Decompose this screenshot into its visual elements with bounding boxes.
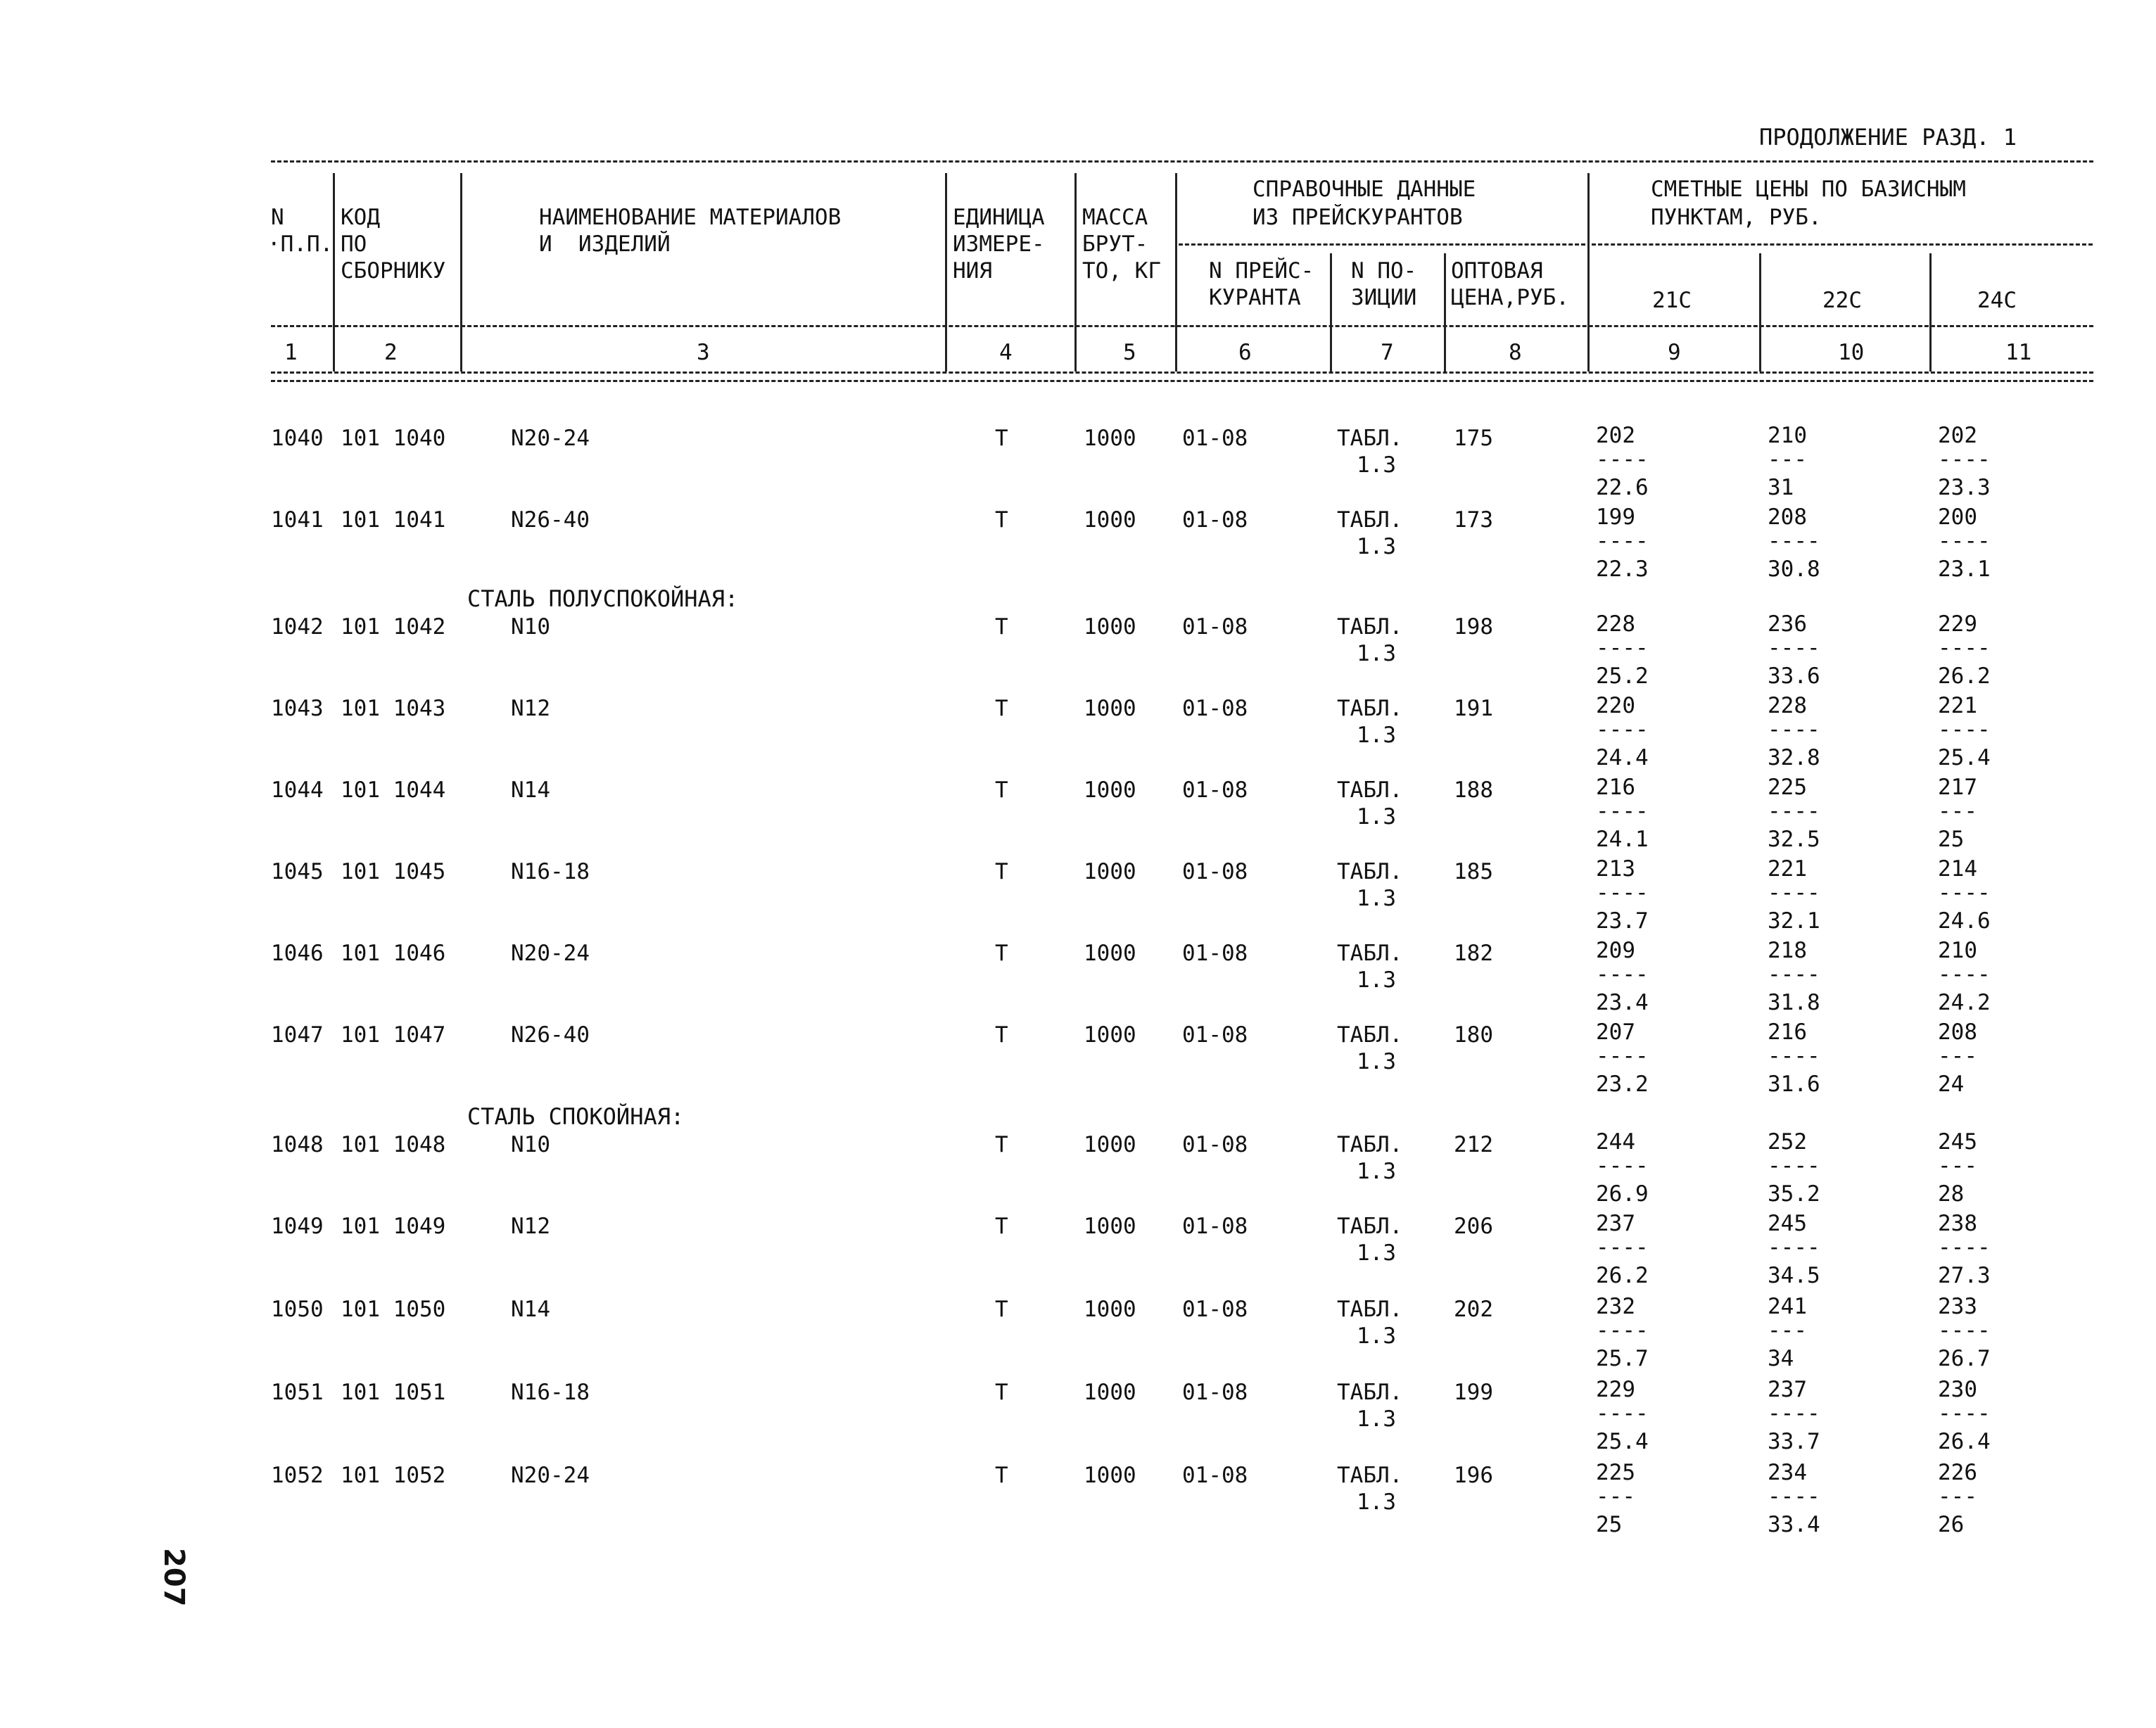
row-number: 1047 [271,1022,324,1048]
row-name: N14 [511,1297,550,1322]
row-position-line1: ТАБЛ. [1337,777,1403,803]
col-separator [1330,253,1332,371]
row-code: 101 1043 [341,696,446,721]
row-c24-transport: 26.2 [1938,663,1991,689]
row-number: 1046 [271,941,324,966]
row-number: 1040 [271,426,324,451]
row-position-line1: ТАБЛ. [1337,614,1403,640]
row-c24-price: 202 [1938,423,1977,448]
row-wholesale-price: 196 [1454,1463,1493,1488]
row-wholesale-price: 199 [1454,1380,1493,1405]
header-col5-line3: ТО, КГ [1082,258,1161,284]
row-c21-fraction-line: ---- [1596,1043,1649,1069]
row-c22-price: 245 [1768,1211,1807,1236]
row-c22-transport: 30.8 [1768,557,1820,582]
row-c21-transport: 26.2 [1596,1263,1649,1288]
row-unit: Т [995,941,1008,966]
row-position-line1: ТАБЛ. [1337,1022,1403,1048]
row-c22-transport: 35.2 [1768,1181,1820,1207]
header-col7-line1: N ПО- [1351,258,1417,284]
header-col8-line1: ОПТОВАЯ [1451,258,1543,284]
row-number: 1042 [271,614,324,640]
row-wholesale-price: 182 [1454,941,1493,966]
row-c22-transport: 32.1 [1768,908,1820,934]
row-c21-price: 232 [1596,1294,1635,1319]
row-c22-price: 210 [1768,423,1807,448]
row-unit: Т [995,1297,1008,1322]
row-number: 1050 [271,1297,324,1322]
row-code: 101 1046 [341,941,446,966]
row-wholesale-price: 198 [1454,614,1493,640]
row-mass: 1000 [1084,426,1136,451]
row-wholesale-price: 191 [1454,696,1493,721]
row-price-list: 01-08 [1182,859,1248,884]
row-number: 1045 [271,859,324,884]
col-separator [333,173,335,371]
row-c21-fraction-line: ---- [1596,717,1649,742]
row-c21-fraction-line: ---- [1596,880,1649,906]
col-number: 5 [1123,340,1136,365]
row-c24-fraction-line: ---- [1938,880,1991,906]
row-position-line2: 1.3 [1357,1489,1396,1515]
row-unit: Т [995,1022,1008,1048]
group-rule [1179,243,1585,246]
row-c21-price: 225 [1596,1460,1635,1485]
row-position-line2: 1.3 [1357,534,1396,559]
header-col1-line1: N [271,205,284,230]
row-c21-fraction-line: ---- [1596,1401,1649,1426]
row-c24-transport: 25 [1938,827,1965,852]
row-position-line1: ТАБЛ. [1337,1132,1403,1157]
row-mass: 1000 [1084,1022,1136,1048]
row-price-list: 01-08 [1182,1022,1248,1048]
row-c21-fraction-line: ---- [1596,799,1649,824]
row-price-list: 01-08 [1182,507,1248,533]
col-separator [460,173,462,371]
row-c21-transport: 22.3 [1596,557,1649,582]
header-mid-rule [271,325,2093,327]
row-c24-transport: 25.4 [1938,745,1991,770]
col-separator [1175,173,1177,371]
header-col6-line1: N ПРЕЙС- [1209,258,1314,284]
row-wholesale-price: 173 [1454,507,1493,533]
col-number: 10 [1838,340,1865,365]
row-code: 101 1048 [341,1132,446,1157]
row-c24-fraction-line: ---- [1938,1401,1991,1426]
row-position-line2: 1.3 [1357,452,1396,478]
row-c21-price: 229 [1596,1377,1635,1402]
col-number: 4 [999,340,1013,365]
section-title-killed: СТАЛЬ СПОКОЙНАЯ: [467,1103,685,1130]
row-position-line2: 1.3 [1357,1240,1396,1266]
row-name: N20-24 [511,1463,590,1488]
col-separator [1074,173,1077,371]
row-wholesale-price: 180 [1454,1022,1493,1048]
row-c21-transport: 23.2 [1596,1072,1649,1097]
row-c22-transport: 33.4 [1768,1512,1820,1537]
row-c24-transport: 23.3 [1938,475,1991,500]
row-code: 101 1044 [341,777,446,803]
group-rule [1592,243,2093,246]
row-name: N10 [511,1132,550,1157]
header-col3-line2: И ИЗДЕЛИЙ [539,231,671,257]
row-c22-price: 228 [1768,693,1807,718]
row-position-line2: 1.3 [1357,967,1396,993]
header-col4-line1: ЕДИНИЦА [953,205,1045,230]
row-wholesale-price: 202 [1454,1297,1493,1322]
row-number: 1051 [271,1380,324,1405]
row-number: 1044 [271,777,324,803]
row-c21-price: 220 [1596,693,1635,718]
page-heading: ПРОДОЛЖЕНИЕ РАЗД. 1 [1759,124,2017,151]
header-col2-line1: КОД [341,205,380,230]
row-name: N10 [511,614,550,640]
row-wholesale-price: 175 [1454,426,1493,451]
row-c22-fraction-line: ---- [1768,1043,1820,1069]
row-mass: 1000 [1084,1297,1136,1322]
header-col11: 24С [1977,288,2017,313]
row-c21-transport: 25.7 [1596,1346,1649,1371]
row-price-list: 01-08 [1182,1297,1248,1322]
row-c22-transport: 31.8 [1768,990,1820,1015]
col-separator [1444,253,1446,371]
header-col3-line1: НАИМЕНОВАНИЕ МАТЕРИАЛОВ [539,205,842,230]
header-end-rule [271,380,2093,382]
row-c22-fraction-line: ---- [1768,635,1820,661]
row-c21-price: 202 [1596,423,1635,448]
row-c22-transport: 33.6 [1768,663,1820,689]
row-unit: Т [995,507,1008,533]
row-position-line2: 1.3 [1357,1323,1396,1349]
row-name: N16-18 [511,859,590,884]
row-name: N12 [511,696,550,721]
header-group1-line2: ИЗ ПРЕЙСКУРАНТОВ [1253,205,1463,230]
row-c22-price: 234 [1768,1460,1807,1485]
row-c24-transport: 26.7 [1938,1346,1991,1371]
header-col1-line2: ·П.П. [267,231,334,257]
row-c21-fraction-line: ---- [1596,1153,1649,1179]
row-c22-transport: 32.5 [1768,827,1820,852]
row-c22-price: 252 [1768,1129,1807,1155]
row-c21-fraction-line: ---- [1596,447,1649,472]
row-position-line1: ТАБЛ. [1337,1380,1403,1405]
row-c22-fraction-line: ---- [1768,962,1820,987]
row-price-list: 01-08 [1182,1380,1248,1405]
row-price-list: 01-08 [1182,1463,1248,1488]
row-c22-price: 241 [1768,1294,1807,1319]
row-c24-price: 238 [1938,1211,1977,1236]
row-c22-fraction-line: ---- [1768,1401,1820,1426]
row-number: 1048 [271,1132,324,1157]
row-mass: 1000 [1084,507,1136,533]
row-position-line1: ТАБЛ. [1337,859,1403,884]
header-col8-line2: ЦЕНА,РУБ. [1451,285,1569,310]
row-c21-transport: 25 [1596,1512,1623,1537]
row-position-line2: 1.3 [1357,1049,1396,1074]
row-unit: Т [995,696,1008,721]
row-position-line2: 1.3 [1357,1406,1396,1432]
section-title-semi-killed: СТАЛЬ ПОЛУСПОКОЙНАЯ: [467,585,739,612]
row-code: 101 1052 [341,1463,446,1488]
header-col2-line2: ПО [341,231,367,257]
row-c24-fraction-line: ---- [1938,635,1991,661]
row-code: 101 1051 [341,1380,446,1405]
row-c24-price: 214 [1938,856,1977,882]
row-c24-price: 208 [1938,1019,1977,1045]
row-c21-price: 199 [1596,504,1635,530]
row-c21-fraction-line: ---- [1596,1318,1649,1343]
row-c22-fraction-line: ---- [1768,799,1820,824]
row-c24-transport: 26.4 [1938,1429,1991,1454]
row-mass: 1000 [1084,1380,1136,1405]
row-c22-transport: 34 [1768,1346,1794,1371]
row-code: 101 1049 [341,1214,446,1239]
row-unit: Т [995,1380,1008,1405]
row-c24-price: 229 [1938,611,1977,637]
header-col7-line2: ЗИЦИИ [1351,285,1417,310]
row-c21-transport: 25.2 [1596,663,1649,689]
row-unit: Т [995,859,1008,884]
col-separator [945,173,947,371]
row-name: N20-24 [511,426,590,451]
row-price-list: 01-08 [1182,941,1248,966]
row-c22-fraction-line: ---- [1768,1484,1820,1509]
row-c24-fraction-line: --- [1938,1153,1977,1179]
header-col10: 22С [1822,288,1862,313]
row-number: 1049 [271,1214,324,1239]
row-c22-transport: 31.6 [1768,1072,1820,1097]
row-code: 101 1050 [341,1297,446,1322]
row-c22-fraction-line: ---- [1768,1235,1820,1260]
row-position-line1: ТАБЛ. [1337,696,1403,721]
row-mass: 1000 [1084,1463,1136,1488]
row-c22-transport: 32.8 [1768,745,1820,770]
row-mass: 1000 [1084,777,1136,803]
row-c24-price: 217 [1938,775,1977,800]
row-c22-fraction-line: ---- [1768,1153,1820,1179]
row-c22-price: 216 [1768,1019,1807,1045]
row-c22-fraction-line: ---- [1768,880,1820,906]
row-c24-fraction-line: ---- [1938,962,1991,987]
row-c21-transport: 24.1 [1596,827,1649,852]
row-c24-fraction-line: ---- [1938,717,1991,742]
row-number: 1043 [271,696,324,721]
row-c21-price: 207 [1596,1019,1635,1045]
row-wholesale-price: 206 [1454,1214,1493,1239]
row-mass: 1000 [1084,859,1136,884]
row-c24-price: 230 [1938,1377,1977,1402]
row-c24-price: 200 [1938,504,1977,530]
row-price-list: 01-08 [1182,777,1248,803]
header-group1-line1: СПРАВОЧНЫЕ ДАННЫЕ [1253,177,1476,202]
row-position-line2: 1.3 [1357,804,1396,830]
row-unit: Т [995,777,1008,803]
row-position-line1: ТАБЛ. [1337,1214,1403,1239]
row-mass: 1000 [1084,614,1136,640]
row-position-line1: ТАБЛ. [1337,507,1403,533]
row-c24-price: 210 [1938,938,1977,963]
header-top-rule [271,160,2093,163]
row-c24-transport: 24.2 [1938,990,1991,1015]
row-c22-price: 225 [1768,775,1807,800]
row-code: 101 1041 [341,507,446,533]
row-c22-price: 236 [1768,611,1807,637]
row-code: 101 1047 [341,1022,446,1048]
row-name: N26-40 [511,1022,590,1048]
row-unit: Т [995,1132,1008,1157]
row-c21-price: 216 [1596,775,1635,800]
row-name: N14 [511,777,550,803]
row-c24-price: 226 [1938,1460,1977,1485]
row-c24-transport: 24.6 [1938,908,1991,934]
row-c24-transport: 23.1 [1938,557,1991,582]
header-group2-line1: СМЕТНЫЕ ЦЕНЫ ПО БАЗИСНЫМ [1651,177,1966,202]
row-name: N16-18 [511,1380,590,1405]
col-number: 2 [384,340,398,365]
row-position-line1: ТАБЛ. [1337,1297,1403,1322]
row-unit: Т [995,426,1008,451]
header-col5-line2: БРУТ- [1082,231,1148,257]
row-c21-fraction-line: ---- [1596,1235,1649,1260]
row-c21-transport: 24.4 [1596,745,1649,770]
row-position-line1: ТАБЛ. [1337,941,1403,966]
row-c24-fraction-line: --- [1938,1484,1977,1509]
row-name: N26-40 [511,507,590,533]
col-number: 3 [697,340,710,365]
row-position-line2: 1.3 [1357,1159,1396,1184]
row-c21-transport: 23.7 [1596,908,1649,934]
col-number: 11 [2005,340,2032,365]
row-c22-transport: 31 [1768,475,1794,500]
row-price-list: 01-08 [1182,1214,1248,1239]
row-c22-price: 237 [1768,1377,1807,1402]
row-price-list: 01-08 [1182,614,1248,640]
row-c24-transport: 27.3 [1938,1263,1991,1288]
row-c24-price: 245 [1938,1129,1977,1155]
row-unit: Т [995,614,1008,640]
row-number: 1041 [271,507,324,533]
row-c21-price: 213 [1596,856,1635,882]
row-c21-fraction-line: --- [1596,1484,1635,1509]
row-c22-price: 208 [1768,504,1807,530]
row-mass: 1000 [1084,941,1136,966]
row-wholesale-price: 185 [1454,859,1493,884]
row-c22-transport: 34.5 [1768,1263,1820,1288]
row-c24-fraction-line: --- [1938,799,1977,824]
row-c22-fraction-line: ---- [1768,717,1820,742]
page-number: 207 [158,1548,190,1607]
row-c24-fraction-line: --- [1938,1043,1977,1069]
row-c21-price: 209 [1596,938,1635,963]
row-position-line2: 1.3 [1357,886,1396,911]
row-c22-transport: 33.7 [1768,1429,1820,1454]
row-name: N12 [511,1214,550,1239]
row-c24-fraction-line: ---- [1938,1318,1991,1343]
row-mass: 1000 [1084,696,1136,721]
header-bottom-rule [271,371,2093,374]
header-col4-line3: НИЯ [953,258,992,284]
col-number: 9 [1668,340,1681,365]
row-c24-transport: 26 [1938,1512,1965,1537]
col-separator [1587,173,1590,371]
row-c21-fraction-line: ---- [1596,962,1649,987]
row-c22-fraction-line: ---- [1768,528,1820,554]
col-separator [1759,253,1761,371]
row-price-list: 01-08 [1182,1132,1248,1157]
row-c21-price: 237 [1596,1211,1635,1236]
row-name: N20-24 [511,941,590,966]
row-c21-price: 244 [1596,1129,1635,1155]
row-c21-transport: 25.4 [1596,1429,1649,1454]
row-c21-transport: 26.9 [1596,1181,1649,1207]
row-c22-price: 221 [1768,856,1807,882]
header-col9: 21С [1652,288,1692,313]
col-number: 1 [284,340,298,365]
row-c21-fraction-line: ---- [1596,528,1649,554]
row-number: 1052 [271,1463,324,1488]
row-price-list: 01-08 [1182,696,1248,721]
row-position-line2: 1.3 [1357,723,1396,748]
row-unit: Т [995,1214,1008,1239]
row-c21-fraction-line: ---- [1596,635,1649,661]
row-price-list: 01-08 [1182,426,1248,451]
row-c24-fraction-line: ---- [1938,528,1991,554]
row-mass: 1000 [1084,1214,1136,1239]
row-code: 101 1045 [341,859,446,884]
row-c24-price: 233 [1938,1294,1977,1319]
row-unit: Т [995,1463,1008,1488]
row-c24-transport: 24 [1938,1072,1965,1097]
row-wholesale-price: 188 [1454,777,1493,803]
row-position-line1: ТАБЛ. [1337,426,1403,451]
row-c24-fraction-line: ---- [1938,1235,1991,1260]
row-c24-fraction-line: ---- [1938,447,1991,472]
row-c21-transport: 23.4 [1596,990,1649,1015]
row-c22-price: 218 [1768,938,1807,963]
col-number: 7 [1381,340,1394,365]
row-c22-fraction-line: --- [1768,1318,1807,1343]
row-position-line2: 1.3 [1357,641,1396,666]
row-c22-fraction-line: --- [1768,447,1807,472]
row-mass: 1000 [1084,1132,1136,1157]
header-col5-line1: МАССА [1082,205,1148,230]
col-number: 8 [1509,340,1522,365]
row-position-line1: ТАБЛ. [1337,1463,1403,1488]
row-c21-transport: 22.6 [1596,475,1649,500]
row-wholesale-price: 212 [1454,1132,1493,1157]
header-col2-line3: СБОРНИКУ [341,258,446,284]
row-code: 101 1042 [341,614,446,640]
header-col4-line2: ИЗМЕРЕ- [953,231,1045,257]
row-code: 101 1040 [341,426,446,451]
col-number: 6 [1238,340,1252,365]
header-col6-line2: КУРАНТА [1209,285,1301,310]
row-c24-price: 221 [1938,693,1977,718]
header-group2-line2: ПУНКТАМ, РУБ. [1651,205,1822,230]
row-c24-transport: 28 [1938,1181,1965,1207]
row-c21-price: 228 [1596,611,1635,637]
col-separator [1929,253,1932,371]
